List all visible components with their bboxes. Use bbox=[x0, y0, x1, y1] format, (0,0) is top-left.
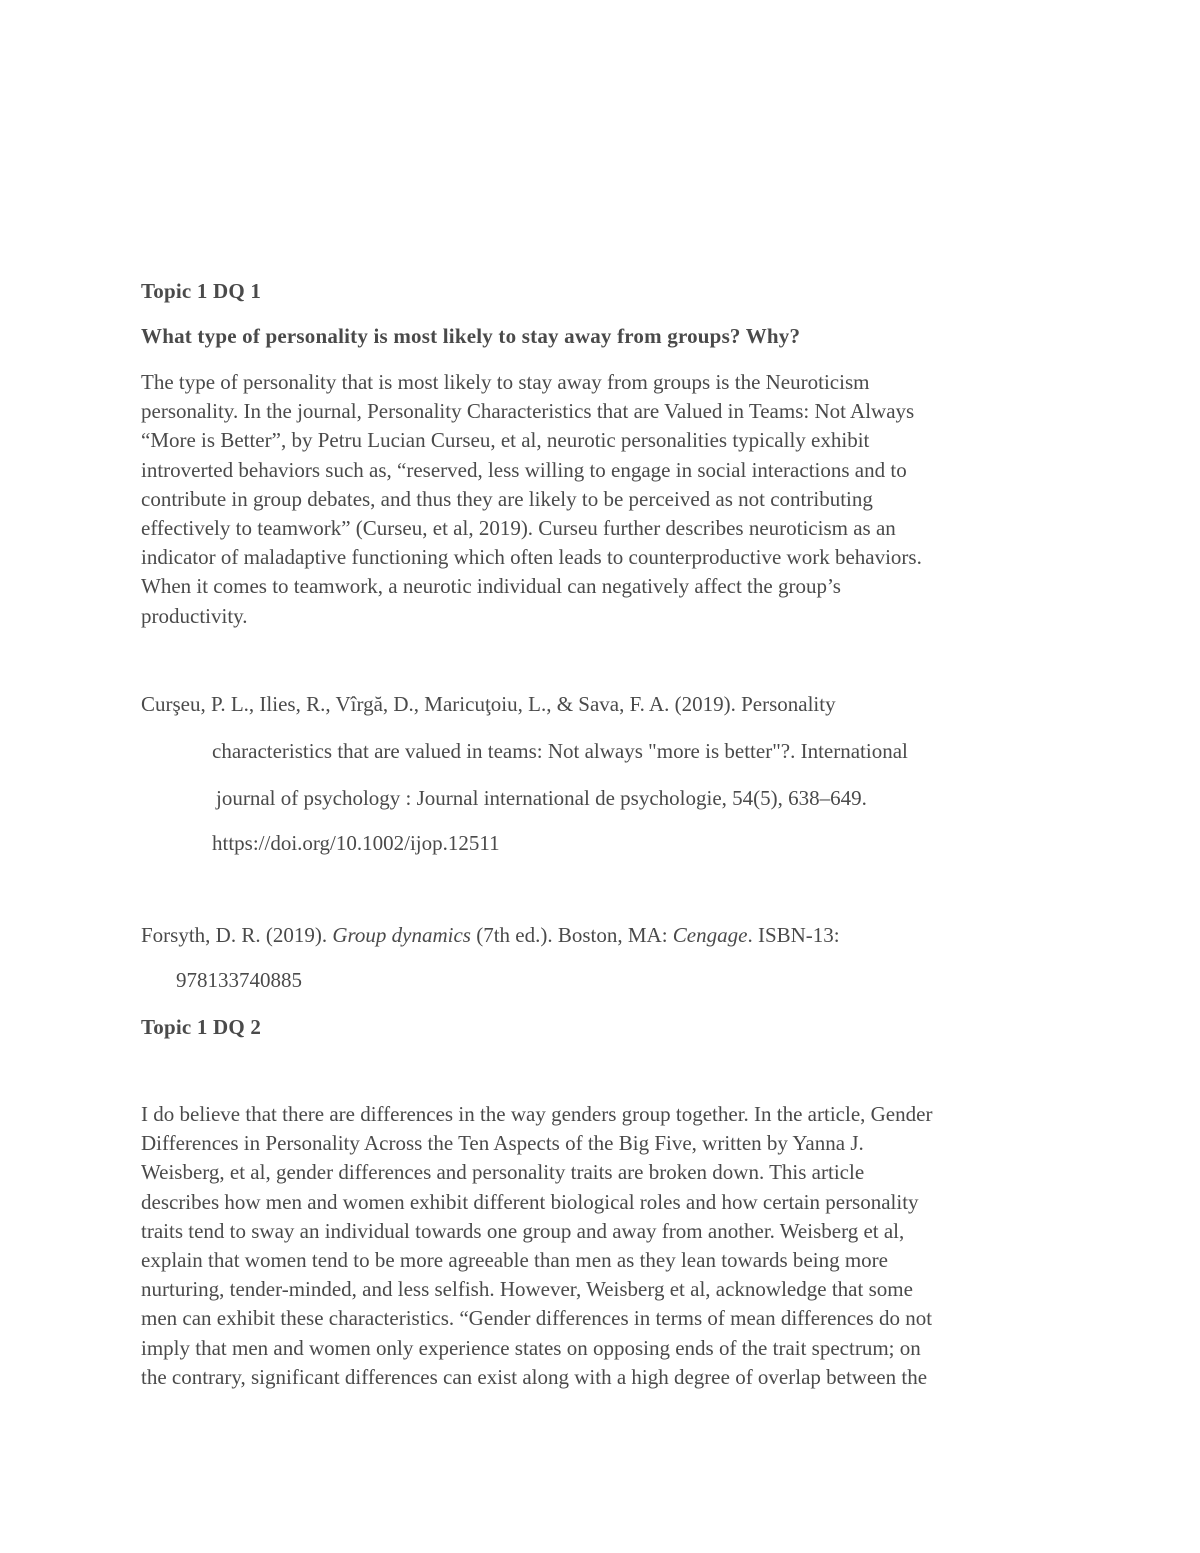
dq1-answer-paragraph bbox=[141, 368, 1061, 631]
reference-forsyth-isbn-label: . ISBN-13: bbox=[747, 923, 840, 947]
dq2-answer-line: the contrary, significant differences can exist along with a high degree of overlap between the bbox=[141, 1364, 928, 1389]
reference-forsyth-author-year: Forsyth, D. R. (2019). bbox=[141, 923, 333, 947]
reference-forsyth bbox=[141, 923, 840, 948]
dq2-answer-line: traits tend to sway an individual towards one group and away from another. Weisberg et al, bbox=[141, 1218, 905, 1243]
reference-curseu-line3: journal of psychology : Journal international de psychologie, 54(5), 638–649. bbox=[216, 786, 867, 810]
reference-forsyth-isbn: 978133740885 bbox=[176, 968, 302, 992]
dq1-answer-line: “More is Better”, by Petru Lucian Curseu, et al, neurotic personalities typically exhibit bbox=[141, 428, 870, 453]
dq1-answer-line: contribute in group debates, and thus they are likely to be perceived as not contributing bbox=[141, 486, 873, 511]
dq2-answer-line: explain that women tend to be more agreeable than men as they lean towards being more bbox=[141, 1248, 888, 1273]
reference-curseu-line2: characteristics that are valued in teams: Not always "more is better"?. International bbox=[212, 739, 908, 763]
dq1-heading: Topic 1 DQ 1 bbox=[141, 279, 262, 303]
dq1-answer-line: The type of personality that is most likely to stay away from groups is the Neuroticism bbox=[141, 370, 870, 394]
reference-curseu-line1: Curşeu, P. L., Ilies, R., Vîrgă, D., Maricuţoiu, L., & Sava, F. A. (2019). Personality bbox=[141, 692, 836, 716]
dq1-answer-line: introverted behaviors such as, “reserved, less willing to engage in social interactions and to bbox=[141, 457, 907, 482]
reference-forsyth-edition: (7th ed.). Boston, MA: bbox=[470, 923, 673, 947]
reference-doi-link[interactable]: https://doi.org/10.1002/ijop.12511 bbox=[212, 831, 500, 855]
dq2-answer-line: describes how men and women exhibit different biological roles and how certain personality bbox=[141, 1189, 919, 1214]
dq2-answer-line: men can exhibit these characteristics. “Gender differences in terms of mean differences do not bbox=[141, 1306, 933, 1331]
dq2-answer-line: I do believe that there are differences in the way genders group together. In the article, Gender bbox=[141, 1102, 933, 1126]
dq1-answer-line: When it comes to teamwork, a neurotic individual can negatively affect the group’s bbox=[141, 574, 841, 599]
dq2-answer-line: nurturing, tender-minded, and less selfish. However, Weisberg et al, acknowledge that some bbox=[141, 1277, 913, 1302]
dq2-answer-line: Differences in Personality Across the Ten Aspects of the Big Five, written by Yanna J. bbox=[141, 1131, 864, 1156]
dq1-answer-line: personality. In the journal, Personality Characteristics that are Valued in Teams: Not Always bbox=[141, 399, 915, 424]
dq1-question: What type of personality is most likely to stay away from groups? Why? bbox=[141, 324, 801, 348]
dq1-answer-line: effectively to teamwork” (Curseu, et al, 2019). Curseu further describes neuroticism as an bbox=[141, 516, 896, 541]
dq2-answer-line: imply that men and women only experience states on opposing ends of the trait spectrum; on bbox=[141, 1335, 921, 1360]
dq2-answer-paragraph bbox=[141, 1100, 1061, 1392]
reference-forsyth-title: Group dynamics bbox=[332, 923, 471, 947]
dq2-answer-line: Weisberg, et al, gender differences and personality traits are broken down. This article bbox=[141, 1160, 865, 1185]
dq2-heading: Topic 1 DQ 2 bbox=[141, 1015, 262, 1039]
reference-forsyth-publisher: Cengage bbox=[672, 923, 748, 947]
dq1-answer-line: productivity. bbox=[141, 603, 248, 628]
dq1-answer-line: indicator of maladaptive functioning which often leads to counterproductive work behaviors. bbox=[141, 545, 922, 570]
